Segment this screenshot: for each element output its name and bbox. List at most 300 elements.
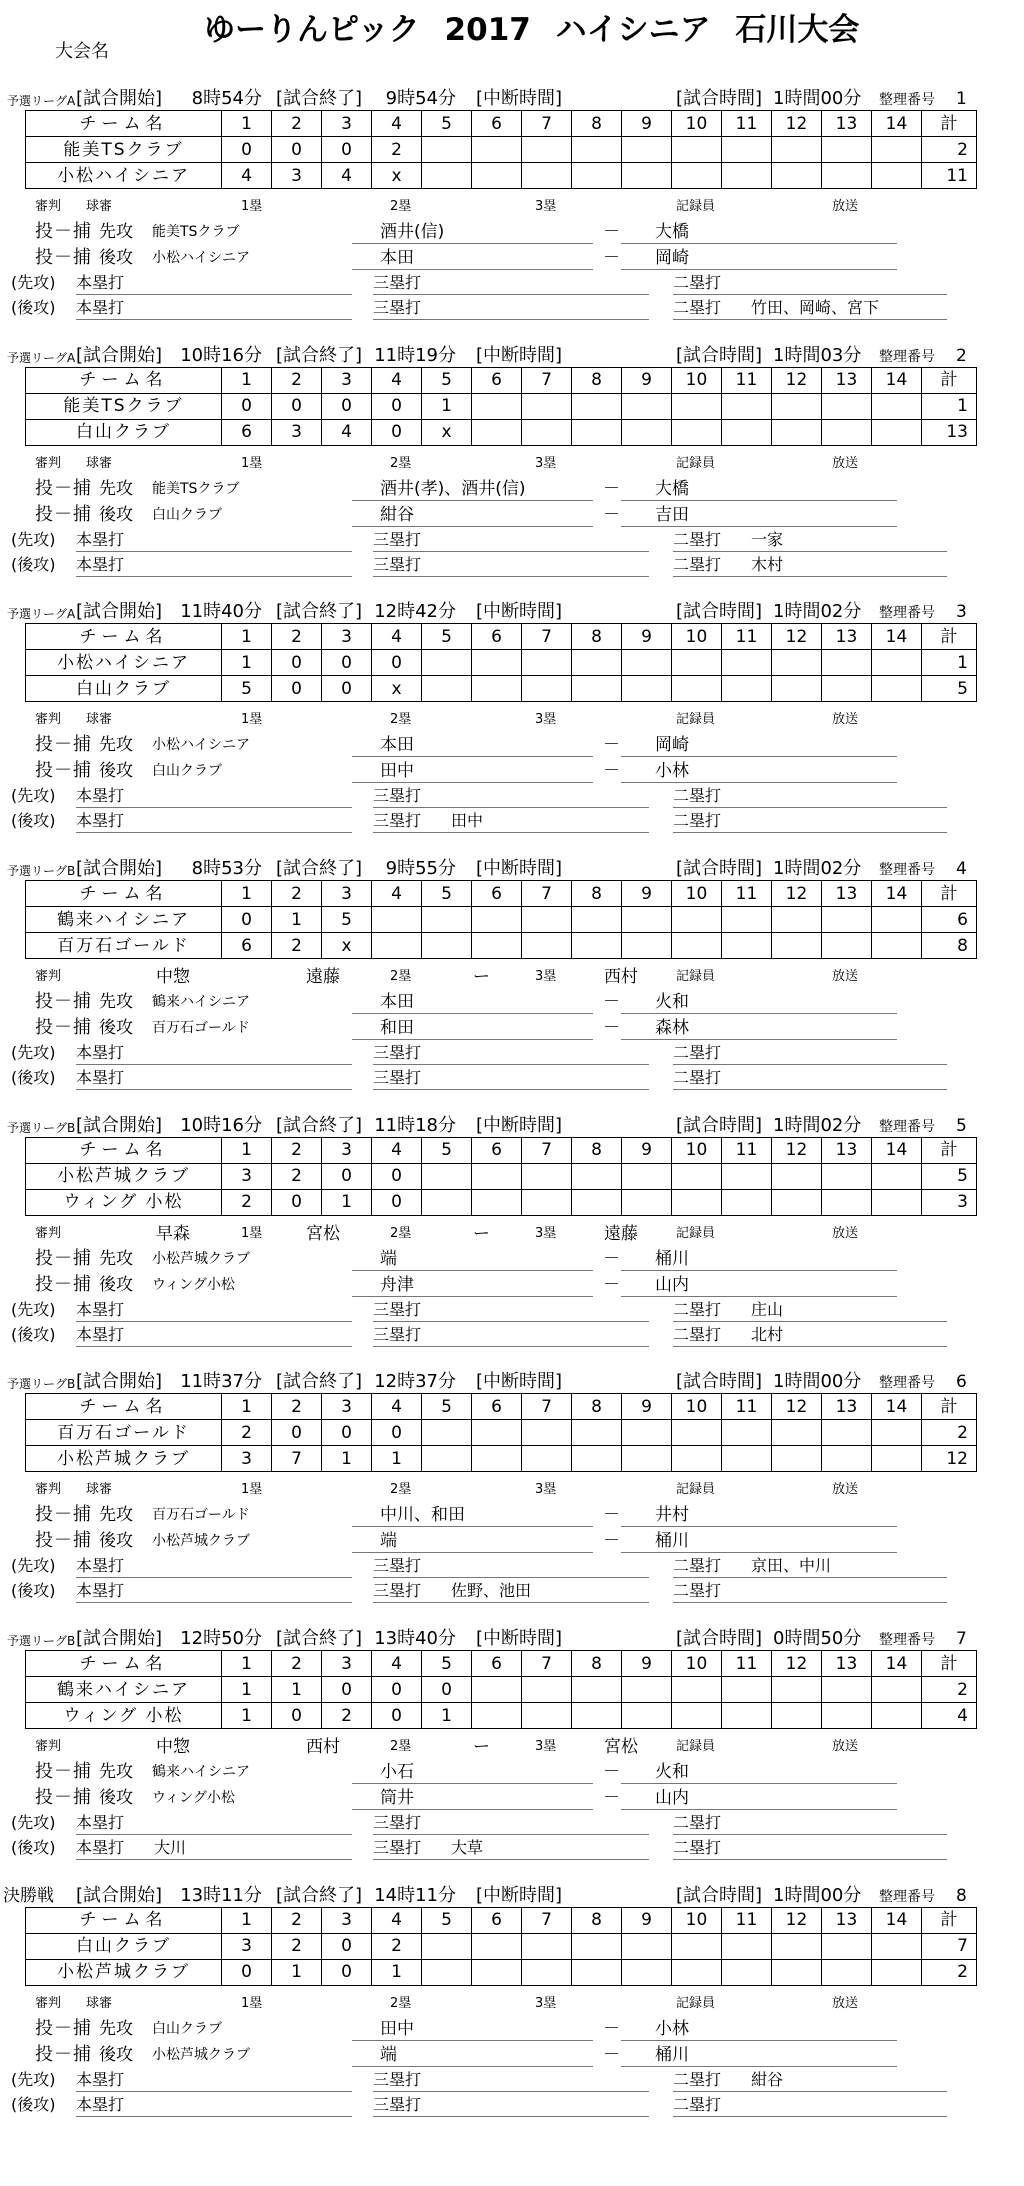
inning-score: 3 <box>222 1163 272 1189</box>
triple-field <box>373 784 649 808</box>
inning-score <box>822 419 872 445</box>
end-time: 12時37分 <box>374 1371 456 1393</box>
double-label: 二塁打 <box>673 1068 722 1088</box>
home-run-field <box>76 1811 352 1835</box>
reference-number: 1 <box>956 89 967 109</box>
reference-number: 4 <box>956 859 967 880</box>
inning-score: 1 <box>422 1703 472 1729</box>
inning-score: 1 <box>272 1677 322 1703</box>
total-column-header: 計 <box>922 1394 977 1420</box>
start-time: 12時50分 <box>180 1628 262 1650</box>
inning-score <box>522 419 572 445</box>
umpire-label-announcer: 放送 <box>832 712 859 728</box>
umpire-label-announcer: 放送 <box>832 199 859 214</box>
inning-header: 6 <box>472 367 522 393</box>
inning-score: 0 <box>222 393 272 419</box>
inning-header: 2 <box>272 1651 322 1677</box>
suspension-label: [中断時間] <box>476 1371 563 1393</box>
battery-row-bottom <box>0 1786 1024 1810</box>
inning-score <box>622 1677 672 1703</box>
batting-side-label: (後攻) <box>11 2094 56 2114</box>
scoreboard-table <box>25 1650 977 1729</box>
inning-score: 0 <box>372 1703 422 1729</box>
inning-header: 5 <box>422 881 472 907</box>
umpire-label-first: 1塁 <box>241 1482 263 1498</box>
game-header-line <box>0 858 1024 880</box>
umpire-label-third: 3塁 <box>535 1225 557 1241</box>
double-label: 二塁打 <box>673 2069 722 2089</box>
umpire-label-recorder: 記録員 <box>676 455 716 471</box>
inning-score: x <box>322 933 372 959</box>
inning-header: 9 <box>622 1394 672 1420</box>
total-score: 2 <box>922 1420 977 1446</box>
reference-number: 2 <box>956 345 967 366</box>
home-run-field <box>76 1836 352 1860</box>
dash-separator: － <box>603 761 620 782</box>
inning-score <box>472 137 522 163</box>
inning-score <box>622 933 672 959</box>
inning-score <box>872 163 922 189</box>
inning-score <box>672 1677 722 1703</box>
umpire-label-third: 3塁 <box>535 455 557 471</box>
inning-score <box>722 419 772 445</box>
batting-order-label: 先攻 <box>99 2018 133 2039</box>
pitcher-name: 中川、和田 <box>380 1505 465 1526</box>
inning-header: 7 <box>522 1394 572 1420</box>
reference-number-label: 整理番号 <box>879 92 935 108</box>
inning-score <box>672 1446 722 1472</box>
inning-score <box>622 163 672 189</box>
inning-header: 3 <box>322 1907 372 1933</box>
inning-score: 0 <box>272 1420 322 1446</box>
scoreboard-header-row <box>26 367 977 393</box>
inning-header: 2 <box>272 1394 322 1420</box>
inning-score <box>622 1703 672 1729</box>
team-column-header: チーム名 <box>26 111 222 137</box>
inning-header: 8 <box>572 1651 622 1677</box>
battery-team-name: 小松ハイシニア <box>152 250 250 266</box>
inning-score <box>622 650 672 676</box>
extra-base-hits-row-top <box>0 1298 1024 1322</box>
battery-team-name: 鶴来ハイシニア <box>152 994 250 1011</box>
inning-score <box>572 163 622 189</box>
start-time: 8時53分 <box>191 858 262 880</box>
catcher-field <box>621 2017 897 2041</box>
inning-header: 7 <box>522 881 572 907</box>
catcher-name: 井村 <box>655 1505 689 1526</box>
batting-side-label: (後攻) <box>11 811 56 831</box>
inning-score <box>472 676 522 702</box>
inning-score <box>622 1959 672 1985</box>
catcher-field <box>621 1016 897 1040</box>
extra-base-hits-row-bottom <box>0 1836 1024 1860</box>
umpire-label-third: 3塁 <box>535 969 557 985</box>
reference-number: 3 <box>956 602 967 623</box>
catcher-name: 森林 <box>655 1018 689 1039</box>
inning-score <box>772 1420 822 1446</box>
inning-header: 9 <box>622 1651 672 1677</box>
batting-order-label: 先攻 <box>99 1248 133 1269</box>
inning-header: 12 <box>772 111 822 137</box>
pitcher-field <box>352 1016 593 1040</box>
catcher-field <box>621 1760 897 1784</box>
inning-header: 8 <box>572 624 622 650</box>
pitcher-field <box>352 1529 593 1553</box>
inning-score <box>372 933 422 959</box>
inning-score <box>522 393 572 419</box>
inning-header: 3 <box>322 1394 372 1420</box>
extra-base-hits-row-top <box>0 1811 1024 1835</box>
game-block <box>0 601 1024 858</box>
inning-score: 0 <box>322 1420 372 1446</box>
inning-score <box>422 933 472 959</box>
pitcher-field <box>352 759 593 783</box>
dash-separator: － <box>603 1274 620 1295</box>
inning-score <box>572 907 622 933</box>
stage-label: 予選リーグB <box>7 1377 76 1392</box>
pitcher-name: 酒井(信) <box>380 222 445 242</box>
batting-order-label: 後攻 <box>99 1788 133 1809</box>
double-label: 二塁打 <box>673 2094 722 2114</box>
inning-header: 7 <box>522 1651 572 1677</box>
end-time: 11時19分 <box>374 344 456 366</box>
pitcher-name: 和田 <box>380 1018 414 1039</box>
inning-score: 0 <box>372 650 422 676</box>
inning-score <box>822 1189 872 1215</box>
inning-score <box>522 907 572 933</box>
battery-row-bottom <box>0 2043 1024 2067</box>
catcher-field <box>621 990 897 1014</box>
total-column-header: 計 <box>922 881 977 907</box>
inning-header: 10 <box>672 367 722 393</box>
catcher-field <box>621 1786 897 1810</box>
battery-team-name: 小松芦城クラブ <box>152 1533 250 1550</box>
umpire-plate: 中惣 <box>156 967 190 988</box>
end-label: [試合終了] <box>276 1371 363 1393</box>
inning-score <box>672 1703 722 1729</box>
inning-score <box>772 650 822 676</box>
inning-header: 10 <box>672 881 722 907</box>
duration-value: 1時間00分 <box>773 1371 862 1393</box>
inning-score: x <box>372 676 422 702</box>
batting-side-label: (先攻) <box>11 786 56 806</box>
battery-row-top <box>0 990 1024 1014</box>
umpire-label-recorder: 記録員 <box>676 969 716 985</box>
extra-base-hits-row-top <box>0 271 1024 295</box>
umpire-label-umpire: 審判 <box>35 969 62 985</box>
pitcher-field <box>352 477 593 501</box>
stage-label: 予選リーグB <box>7 1120 76 1135</box>
umpire-label-umpire: 審判 <box>35 1225 62 1241</box>
duration-value: 1時間02分 <box>773 858 862 880</box>
triple-label: 三塁打 <box>373 1299 422 1319</box>
team-name: 白山クラブ <box>26 676 222 702</box>
double-field <box>673 1323 947 1347</box>
batting-order-label: 後攻 <box>99 504 133 525</box>
inning-score: 0 <box>272 137 322 163</box>
double-field <box>673 784 947 808</box>
extra-base-hits-row-top <box>0 784 1024 808</box>
stage-label: 決勝戦 <box>3 1885 54 1906</box>
home-run-field <box>76 1579 352 1603</box>
umpire-label-recorder: 記録員 <box>676 1739 716 1755</box>
team-name: 百万石ゴールド <box>26 1420 222 1446</box>
stage-label: 予選リーグB <box>7 864 76 879</box>
catcher-name: 山内 <box>655 1274 689 1295</box>
inning-score <box>422 650 472 676</box>
triple-field <box>373 1323 649 1347</box>
catcher-field <box>621 1247 897 1271</box>
inning-header: 4 <box>372 367 422 393</box>
inning-score <box>722 907 772 933</box>
batting-order-label: 後攻 <box>99 1018 133 1039</box>
game-block <box>0 1885 1024 2142</box>
inning-header: 3 <box>322 111 372 137</box>
team-name: 能美TSクラブ <box>26 137 222 163</box>
dash-separator: － <box>603 2044 620 2065</box>
start-time: 8時54分 <box>191 88 262 109</box>
scoreboard-header-row <box>26 624 977 650</box>
pitcher-field <box>352 733 593 757</box>
inning-score <box>872 1189 922 1215</box>
battery-row-top <box>0 1760 1024 1784</box>
inning-score <box>822 1446 872 1472</box>
reference-number-label: 整理番号 <box>879 605 935 622</box>
extra-base-hits-row-top <box>0 1554 1024 1578</box>
inning-score <box>872 1677 922 1703</box>
batting-side-label: (先攻) <box>11 1299 56 1319</box>
umpire-first: 遠藤 <box>306 967 340 988</box>
inning-score <box>672 1933 722 1959</box>
battery-team-name: 鶴来ハイシニア <box>152 1764 250 1781</box>
inning-score <box>622 676 672 702</box>
start-label: [試合開始] <box>76 601 163 623</box>
inning-score <box>722 1420 772 1446</box>
extra-base-hits-row-bottom <box>0 1323 1024 1347</box>
inning-header: 5 <box>422 1907 472 1933</box>
triple-field <box>373 809 649 833</box>
battery-team-name: ウィング小松 <box>152 1790 235 1807</box>
inning-score <box>522 1163 572 1189</box>
catcher-field <box>621 1503 897 1527</box>
inning-header: 8 <box>572 111 622 137</box>
game-block <box>0 1371 1024 1628</box>
pitcher-field <box>352 1247 593 1271</box>
inning-score <box>522 1703 572 1729</box>
inning-score <box>822 676 872 702</box>
inning-header: 8 <box>572 367 622 393</box>
end-label: [試合終了] <box>276 858 363 880</box>
inning-header: 13 <box>822 111 872 137</box>
end-time: 13時40分 <box>374 1628 456 1650</box>
umpire-label-umpire: 審判 <box>35 199 62 214</box>
duration-label: [試合時間] <box>676 1628 763 1650</box>
duration-label: [試合時間] <box>676 858 763 880</box>
battery-label: 投－捕 <box>35 1761 92 1783</box>
inning-header: 11 <box>722 367 772 393</box>
battery-row-top <box>0 477 1024 501</box>
triple-label: 三塁打 <box>373 1813 422 1833</box>
inning-score: 0 <box>272 1703 322 1729</box>
inning-header: 3 <box>322 1137 372 1163</box>
batting-order-label: 先攻 <box>99 478 133 499</box>
reference-number-label: 整理番号 <box>879 1888 935 1905</box>
inning-score <box>772 933 822 959</box>
stage-label: 予選リーグB <box>7 1634 76 1649</box>
inning-score <box>772 676 822 702</box>
catcher-field <box>621 759 897 783</box>
inning-score <box>872 393 922 419</box>
team-row <box>26 933 977 959</box>
suspension-label: [中断時間] <box>476 1884 563 1906</box>
umpire-second: ー <box>473 1737 490 1758</box>
batting-order-label: 先攻 <box>99 222 133 242</box>
double-label: 二塁打 <box>673 1581 722 1601</box>
pitcher-name: 田中 <box>380 761 414 782</box>
inning-header: 6 <box>472 111 522 137</box>
start-time: 10時16分 <box>180 344 262 366</box>
inning-score <box>522 1677 572 1703</box>
inning-header: 4 <box>372 111 422 137</box>
double-players: 庄山 <box>751 1299 784 1319</box>
inning-score: 1 <box>222 650 272 676</box>
battery-row-top <box>0 1247 1024 1271</box>
home-run-field <box>76 1323 352 1347</box>
duration-label: [試合時間] <box>676 1114 763 1136</box>
inning-score <box>672 1959 722 1985</box>
inning-header: 6 <box>472 1651 522 1677</box>
double-players: 木村 <box>751 554 784 574</box>
dash-separator: － <box>603 504 620 525</box>
home-run-field <box>76 1066 352 1090</box>
inning-header: 14 <box>872 624 922 650</box>
inning-score: 0 <box>372 1677 422 1703</box>
double-field <box>673 2068 947 2092</box>
inning-score <box>822 1703 872 1729</box>
start-label: [試合開始] <box>76 858 163 880</box>
inning-score <box>772 137 822 163</box>
battery-row-bottom <box>0 1529 1024 1553</box>
team-row <box>26 393 977 419</box>
battery-team-name: ウィング小松 <box>152 1276 235 1293</box>
scoreboard-table <box>25 623 977 702</box>
inning-score <box>872 419 922 445</box>
reference-number-label: 整理番号 <box>879 348 935 365</box>
triple-field <box>373 1579 649 1603</box>
inning-score <box>772 419 822 445</box>
inning-score: x <box>372 163 422 189</box>
pitcher-field <box>352 990 593 1014</box>
triple-field <box>373 2093 649 2117</box>
inning-score <box>422 676 472 702</box>
umpire-label-announcer: 放送 <box>832 455 859 471</box>
inning-score <box>622 1189 672 1215</box>
end-time: 14時11分 <box>374 1884 456 1906</box>
inning-score <box>822 393 872 419</box>
stage-label: 予選リーグA <box>7 94 76 108</box>
inning-score <box>872 1163 922 1189</box>
battery-team-name: 百万石ゴールド <box>152 1020 250 1037</box>
inning-score: 0 <box>272 676 322 702</box>
triple-label: 三塁打 <box>373 529 422 549</box>
team-name: 小松芦城クラブ <box>26 1446 222 1472</box>
stage-label: 予選リーグA <box>7 350 76 365</box>
total-score: 8 <box>922 933 977 959</box>
inning-header: 4 <box>372 1651 422 1677</box>
inning-score: 2 <box>372 1933 422 1959</box>
dash-separator: － <box>603 1762 620 1783</box>
triple-players: 大草 <box>451 1838 484 1858</box>
team-column-header: チーム名 <box>26 624 222 650</box>
team-row <box>26 1703 977 1729</box>
inning-score: 0 <box>272 393 322 419</box>
inning-score <box>622 1420 672 1446</box>
reference-number-label: 整理番号 <box>879 1118 935 1135</box>
triple-field <box>373 271 649 295</box>
team-name: 鶴来ハイシニア <box>26 1677 222 1703</box>
triple-field <box>373 2068 649 2092</box>
inning-header: 9 <box>622 624 672 650</box>
pitcher-name: 端 <box>380 1248 397 1269</box>
total-column-header: 計 <box>922 1651 977 1677</box>
total-score: 2 <box>922 1677 977 1703</box>
inning-header: 13 <box>822 1651 872 1677</box>
pitcher-field <box>352 503 593 527</box>
reference-number-label: 整理番号 <box>879 862 935 879</box>
start-label: [試合開始] <box>76 1371 163 1393</box>
battery-row-top <box>0 2017 1024 2041</box>
battery-label: 投－捕 <box>35 1787 92 1809</box>
inning-header: 4 <box>372 1137 422 1163</box>
double-players: 一家 <box>751 529 784 549</box>
home-run-field <box>76 1041 352 1065</box>
inning-score <box>522 1959 572 1985</box>
inning-header: 11 <box>722 1907 772 1933</box>
battery-team-name: 小松ハイシニア <box>152 737 250 754</box>
inning-score <box>772 1933 822 1959</box>
battery-label: 投－捕 <box>35 477 92 499</box>
scoreboard-table <box>25 1907 977 1986</box>
inning-score <box>572 650 622 676</box>
end-time: 9時55分 <box>385 858 456 880</box>
umpire-label-plate: 球審 <box>86 199 113 214</box>
extra-base-hits-row-bottom <box>0 1066 1024 1090</box>
inning-header: 14 <box>872 1394 922 1420</box>
extra-base-hits-row-top <box>0 1041 1024 1065</box>
pitcher-field <box>352 1760 593 1784</box>
inning-header: 13 <box>822 881 872 907</box>
inning-header: 11 <box>722 881 772 907</box>
start-label: [試合開始] <box>76 88 163 109</box>
batting-side-label: (先攻) <box>11 2069 56 2089</box>
double-label: 二塁打 <box>673 1556 722 1576</box>
catcher-field <box>621 220 897 244</box>
umpire-label-second: 2塁 <box>390 1225 412 1241</box>
double-field <box>673 1298 947 1322</box>
inning-score <box>822 1959 872 1985</box>
inning-score: 3 <box>222 1933 272 1959</box>
inning-score <box>422 1933 472 1959</box>
umpire-label-second: 2塁 <box>390 712 412 728</box>
team-name: 小松ハイシニア <box>26 163 222 189</box>
inning-score <box>822 907 872 933</box>
duration-value: 1時間02分 <box>773 601 862 623</box>
inning-header: 6 <box>472 1907 522 1933</box>
inning-score <box>372 907 422 933</box>
triple-players: 佐野、池田 <box>451 1581 532 1601</box>
inning-header: 2 <box>272 1137 322 1163</box>
total-score: 5 <box>922 1163 977 1189</box>
